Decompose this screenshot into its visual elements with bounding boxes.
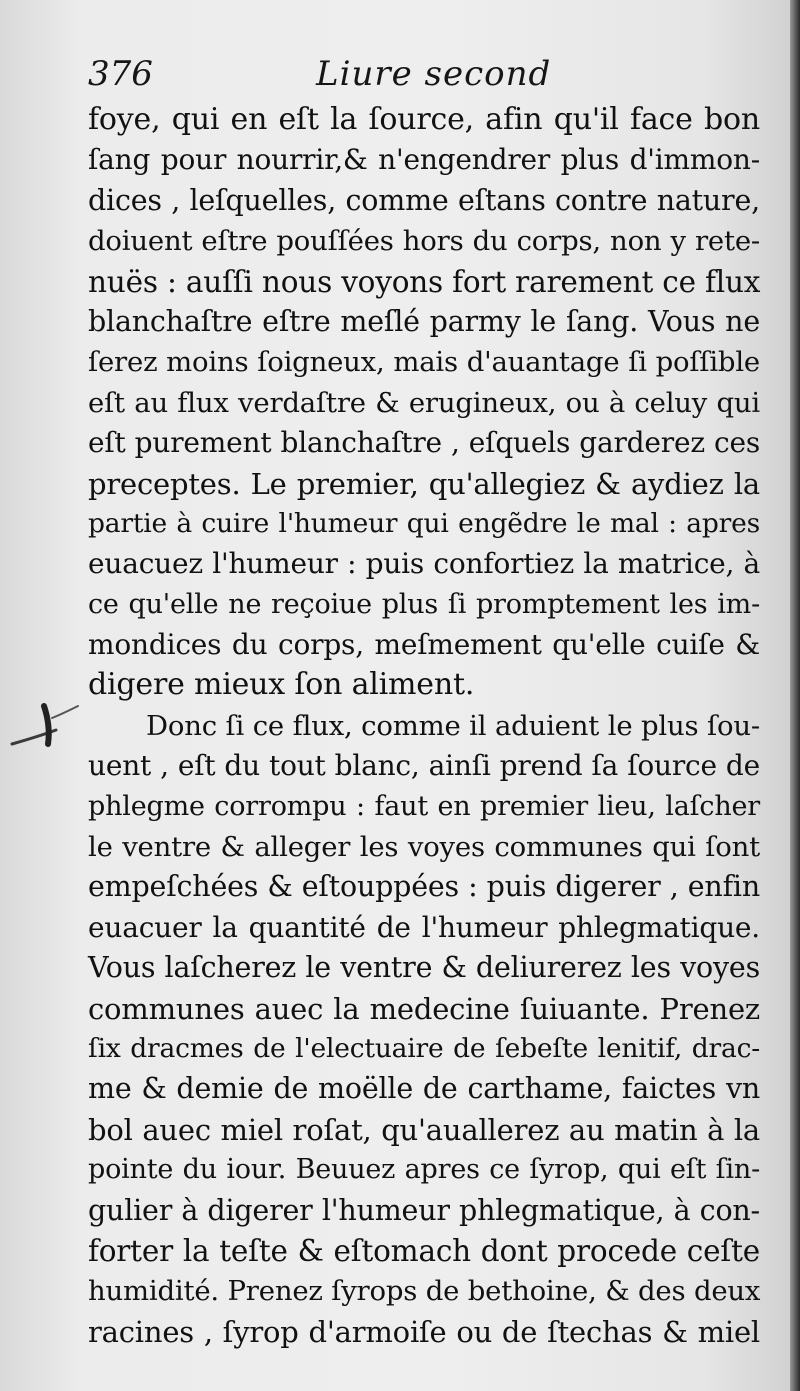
text-line-23: communes auec la medecine ſuiuante. Prenez xyxy=(88,991,760,1026)
text-line-6: blanchaſtre eſtre meſlé parmy le ſang. Vous ne xyxy=(88,304,760,338)
text-line-8: eſt au flux verdaſtre & erugineux, ou à celuy qui xyxy=(88,386,760,419)
text-line-10: preceptes. Le premier, qu'allegiez & aydiez la xyxy=(88,466,760,501)
text-line-7: ſerez moins ſoigneux, mais d'auantage ſi poſſible xyxy=(88,346,760,379)
text-line-11: partie à cuire l'humeur qui engẽdre le mal : apres xyxy=(88,507,760,539)
text-line-29: forter la teſte & eſtomach dont procede ceſte xyxy=(88,1233,760,1268)
text-line-27: pointe du iour. Beuuez apres ce ſyrop, qui eſt ſin- xyxy=(88,1154,760,1186)
text-line-4: doiuent eſtre pouſſées hors du corps, non y rete- xyxy=(88,225,760,258)
text-line-9: eſt purement blanchaſtre , eſquels garderez ces xyxy=(88,426,760,460)
text-line-24: ſix dracmes de l'electuaire de ſebeſte lenitif, drac- xyxy=(88,1032,760,1064)
text-line-26: bol auec miel roſat, qu'auallerez au matin à la xyxy=(88,1112,760,1147)
text-line-3: dices , leſquelles, comme eſtans contre nature, xyxy=(88,183,760,217)
text-line-15: digere mieux ſon aliment. xyxy=(88,667,475,703)
text-line-5: nuës : auſſi nous voyons fort rarement ce flux xyxy=(88,264,761,299)
text-line-2: ſang pour nourrir,& n'engendrer plus d'immon- xyxy=(88,143,760,177)
text-line-14: mondices du corps, meſmement qu'elle cuiſe & xyxy=(88,628,760,662)
text-line-30: humidité. Prenez ſyrops de bethoine, & des deux xyxy=(88,1275,761,1308)
text-line-28: gulier à digerer l'humeur phlegmatique, à con- xyxy=(88,1193,760,1227)
text-line-19: le ventre & alleger les voyes communes qui ſont xyxy=(88,831,760,864)
text-line-16: Donc ſi ce flux, comme il aduient le plus ſou- xyxy=(146,709,760,742)
text-line-18: phlegme corrompu : faut en premier lieu, laſcher xyxy=(88,790,760,822)
text-line-1: foye, qui en eſt la ſource, afin qu'il face bon xyxy=(88,102,760,137)
text-line-12: euacuez l'humeur : puis confortiez la matrice, à xyxy=(88,547,760,581)
text-line-25: me & demie de moëlle de carthame, faictes vn xyxy=(88,1072,760,1106)
text-line-31: racines , ſyrop d'armoiſe ou de ſtechas & miel xyxy=(88,1314,760,1349)
page-number: 376 xyxy=(88,54,153,94)
text-line-20: empeſchées & eſtouppées : puis digerer , enfin xyxy=(88,870,760,904)
page-edge-shadow xyxy=(790,0,800,1391)
text-line-13: ce qu'elle ne reçoiue plus ſi promptement les im- xyxy=(88,588,760,620)
running-head xyxy=(88,52,768,100)
text-line-17: uent , eſt du tout blanc, ainſi prend ſa ſource de xyxy=(88,749,760,783)
text-line-22: Vous laſcherez le ventre & deliurerez les voyes xyxy=(88,951,760,985)
text-line-21: euacuer la quantité de l'humeur phlegmatique. xyxy=(88,910,760,944)
running-title: Liure second xyxy=(316,54,552,94)
body-text xyxy=(88,100,760,1352)
handwritten-cross-mark-icon xyxy=(8,700,80,750)
